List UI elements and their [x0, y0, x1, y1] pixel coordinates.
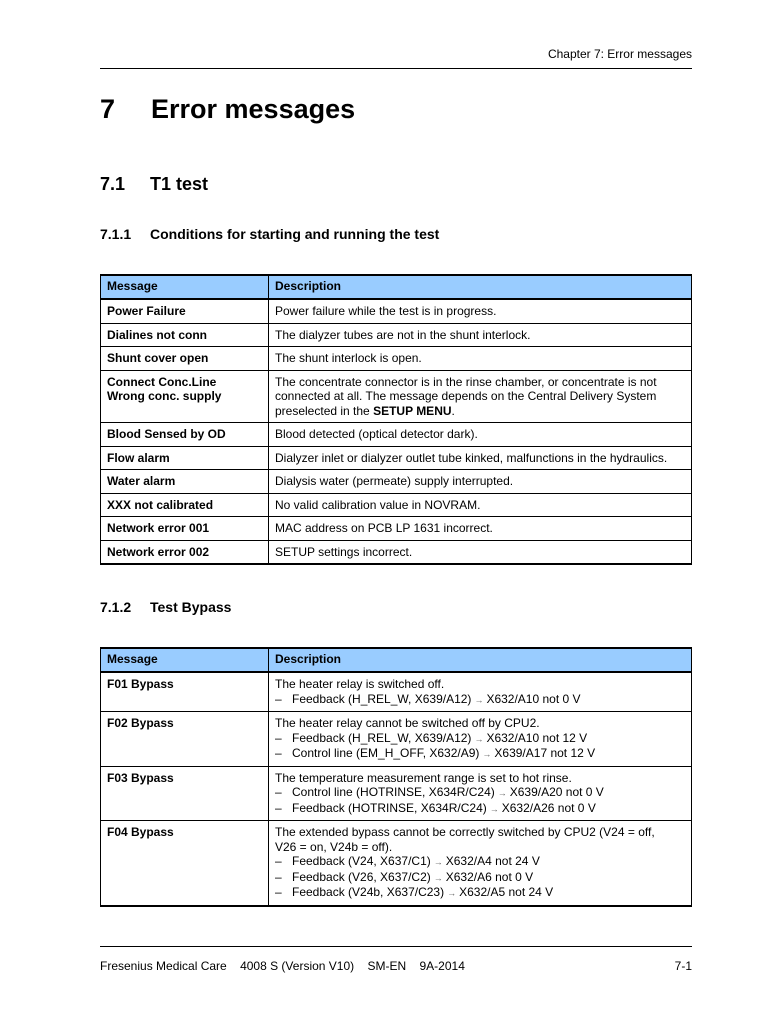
signal-source: Feedback (H_REL_W, X639/A12) [292, 730, 472, 745]
description-text: The concentrate connector is in the rinse chamber, or concentrate is not [275, 374, 657, 389]
chapter-number: 7 [100, 94, 116, 124]
page-number: 7-1 [674, 959, 692, 973]
section-number: 7.1 [100, 174, 126, 194]
description-text: The heater relay cannot be switched off by CPU2. [275, 716, 540, 730]
message-text: Connect Conc.Line [107, 374, 217, 389]
description-text: The temperature measurement range is set to hot rinse. [275, 770, 572, 785]
description-text: The extended bypass cannot be correctly switched by CPU2 (V24 = off, [275, 825, 655, 839]
dash-bullet: – [275, 785, 282, 799]
message-cell: F04 Bypass [101, 821, 269, 906]
arrow-icon: → [433, 857, 443, 867]
chapter-title [100, 94, 355, 125]
table-row [101, 423, 692, 447]
signal-source: Feedback (HOTRINSE, X634R/C24) [292, 800, 487, 815]
message-cell [101, 493, 269, 517]
description-cell [269, 323, 692, 347]
dash-bullet: – [275, 869, 282, 884]
description-cell [269, 517, 692, 541]
description-text: Blood detected (optical detector dark). [275, 427, 478, 441]
arrow-icon: → [474, 694, 484, 705]
subsection-title-text: Conditions for starting and running the test [150, 226, 440, 242]
message-cell: F02 Bypass [101, 712, 269, 767]
dash-bullet: – [275, 800, 282, 815]
message-text: Network error 002 [107, 544, 210, 559]
footer-edition: 9A-2014 [419, 959, 465, 973]
table-row [101, 821, 692, 906]
message-text: Shunt cover open [107, 351, 209, 365]
table-row [101, 446, 692, 470]
message-text: Blood Sensed by OD [107, 427, 226, 441]
signal-source: Feedback (V26, X637/C2) [292, 869, 431, 884]
signal-result: X632/A10 not 12 V [486, 730, 588, 745]
signal-result: X632/A4 not 24 V [445, 854, 540, 868]
column-header-message: Message [101, 275, 269, 299]
bullet-line [275, 854, 685, 870]
dash-bullet: – [275, 691, 282, 706]
description-cell [269, 370, 692, 423]
description-cell [269, 540, 692, 564]
message-cell: F03 Bypass [101, 766, 269, 821]
message-cell [101, 540, 269, 564]
dash-bullet: – [275, 885, 282, 899]
table-row [101, 370, 692, 423]
bullet-line [275, 746, 685, 762]
description-text: connected at all. The message depends on the Central Delivery System [275, 389, 657, 403]
description-text: preselected in the [275, 403, 374, 418]
footer-rule [100, 946, 692, 947]
bullet-line [275, 885, 685, 901]
signal-source: Feedback (V24b, X637/C23) [292, 885, 445, 899]
description-line [275, 404, 685, 419]
description-cell [269, 493, 692, 517]
dash-bullet: – [275, 854, 282, 868]
description-cell [269, 712, 692, 767]
description-cell [269, 672, 692, 712]
table-row [101, 672, 692, 712]
bullet-line [275, 785, 685, 801]
signal-result: X632/A10 not 0 V [486, 691, 581, 706]
arrow-icon: → [482, 749, 492, 759]
message-cell [101, 517, 269, 541]
conditions-table [100, 274, 692, 565]
message-text: Flow alarm [107, 450, 170, 465]
table-row [101, 517, 692, 541]
description-cell [269, 347, 692, 371]
description-emphasis: SETUP MENU [373, 403, 452, 418]
signal-result: X639/A17 not 12 V [494, 746, 596, 760]
description-cell [269, 766, 692, 821]
arrow-icon: → [433, 872, 443, 883]
bullet-line [275, 692, 685, 708]
description-text: The dialyzer tubes are not in the shunt interlock. [275, 327, 531, 342]
bypass-table [100, 647, 692, 907]
table-row [101, 493, 692, 517]
arrow-icon: → [474, 733, 484, 744]
table-row [101, 540, 692, 564]
message-cell [101, 470, 269, 494]
message-cell [101, 446, 269, 470]
description-text: SETUP settings incorrect. [275, 544, 413, 559]
description-text: Dialysis water (permeate) supply interrupted. [275, 474, 514, 488]
description-text: The heater relay is switched off. [275, 677, 445, 691]
description-cell [269, 821, 692, 906]
dash-bullet: – [275, 746, 282, 760]
description-text: V26 = on, V24b = off). [275, 839, 393, 854]
dash-bullet: – [275, 730, 282, 745]
message-cell: F01 Bypass [101, 672, 269, 712]
table-row [101, 299, 692, 323]
section-title [100, 174, 208, 195]
description-cell [269, 446, 692, 470]
subsection-title-text: Test Bypass [150, 599, 232, 615]
message-cell [101, 423, 269, 447]
arrow-icon: → [447, 888, 457, 898]
signal-source: Feedback (H_REL_W, X639/A12) [292, 691, 472, 706]
footer-doc: SM-EN [367, 959, 407, 973]
message-text: Power Failure [107, 304, 186, 318]
description-text: Dialyzer inlet or dialyzer outlet tube kinked, malfunctions in the hydraulics. [275, 450, 668, 465]
signal-source: Control line (HOTRINSE, X634R/C24) [292, 785, 495, 799]
signal-result: X632/A6 not 0 V [445, 869, 534, 884]
table-header-row [101, 275, 692, 299]
header-rule [100, 68, 692, 69]
description-end: . [451, 403, 455, 418]
subsection-number: 7.1.1 [100, 226, 132, 242]
subsection-title-bypass [100, 599, 231, 615]
bullet-line [275, 731, 685, 747]
table-row [101, 766, 692, 821]
message-cell [101, 370, 269, 423]
subsection-title-conditions [100, 226, 439, 242]
description-text: No valid calibration value in NOVRAM. [275, 497, 481, 512]
chapter-title-text: Error messages [151, 94, 356, 124]
signal-result: X639/A20 not 0 V [509, 785, 604, 799]
footer-company: Fresenius Medical Care [100, 959, 227, 973]
message-text: XXX not calibrated [107, 497, 214, 512]
column-header-description: Description [269, 648, 692, 672]
arrow-icon: → [497, 788, 507, 798]
table-row [101, 347, 692, 371]
subsection-number: 7.1.2 [100, 599, 132, 615]
bullet-line [275, 801, 685, 817]
message-cell [101, 299, 269, 323]
signal-result: X632/A26 not 0 V [501, 800, 596, 815]
signal-source: Feedback (V24, X637/C1) [292, 854, 431, 868]
section-title-text: T1 test [150, 174, 209, 194]
bullet-line [275, 870, 685, 886]
arrow-icon: → [489, 803, 499, 814]
description-cell [269, 299, 692, 323]
description-text: Power failure while the test is in progress. [275, 304, 497, 318]
message-cell [101, 347, 269, 371]
description-text: MAC address on PCB LP 1631 incorrect. [275, 521, 493, 535]
running-header: Chapter 7: Error messages [547, 47, 692, 61]
message-text: Network error 001 [107, 521, 210, 535]
description-cell [269, 470, 692, 494]
message-text: Water alarm [107, 474, 176, 488]
message-cell [101, 323, 269, 347]
column-header-message: Message [101, 648, 269, 672]
table-row [101, 323, 692, 347]
table-header-row [101, 648, 692, 672]
table-row [101, 712, 692, 767]
message-text: Dialines not conn [107, 327, 208, 342]
description-cell [269, 423, 692, 447]
column-header-description: Description [269, 275, 692, 299]
message-text: Wrong conc. supply [107, 389, 222, 403]
footer-info [100, 959, 475, 973]
signal-source: Control line (EM_H_OFF, X632/A9) [292, 746, 480, 760]
table-row [101, 470, 692, 494]
description-text: The shunt interlock is open. [275, 351, 422, 365]
signal-result: X632/A5 not 24 V [459, 885, 554, 899]
footer-model: 4008 S (Version V10) [240, 959, 355, 973]
